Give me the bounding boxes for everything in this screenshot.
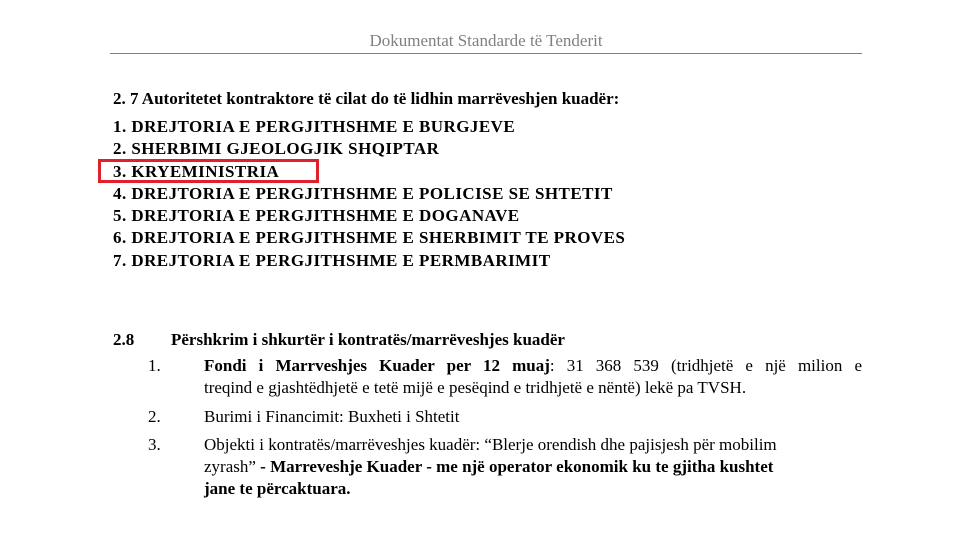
section-2-7-heading: 2. 7 Autoritetet kontraktore të cilat do të lidhin marrëveshjen kuadër:	[113, 89, 620, 108]
contract-object-line-2-bold: - Marreveshje Kuader - me një operator ekonomik ku te gjitha kushtet	[255, 457, 774, 476]
description-item-number: 3.	[148, 435, 161, 454]
authority-item-7: 7. DREJTORIA E PERGJITHSHME E PERMBARIMIT	[113, 250, 551, 270]
authority-item-1: 1. DREJTORIA E PERGJITHSHME E BURGJEVE	[113, 117, 516, 136]
fund-amount-words: treqind e gjashtëdhjetë e tetë mijë e pesëqind e tridhjetë e nëntë) lekë pa TVSH.	[204, 378, 747, 397]
fund-label: Fondi i Marrveshjes Kuader per 12 muaj	[204, 356, 550, 375]
authority-item-4: 4. DREJTORIA E PERGJITHSHME E POLICISE SE SHTETIT	[113, 183, 613, 203]
authority-item-3: 3. KRYEMINISTRIA	[113, 161, 280, 181]
authority-item-5: 5. DREJTORIA E PERGJITHSHME E DOGANAVE	[113, 206, 520, 226]
section-2-8-number: 2.8	[113, 330, 135, 349]
description-item-text	[204, 355, 862, 399]
header-divider	[110, 53, 862, 54]
authority-item-6: 6. DREJTORIA E PERGJITHSHME E SHERBIMIT TE PROVES	[113, 228, 626, 248]
description-item-number: 2.	[148, 407, 161, 426]
contract-object-line-3: jane te përcaktuara.	[204, 479, 351, 498]
fund-amount: : 31 368 539 (tridhjetë e një milion e	[549, 356, 862, 375]
description-item-text	[204, 406, 862, 428]
contracting-authorities-list	[113, 117, 625, 273]
funding-source: Burimi i Financimit: Buxheti i Shtetit	[204, 407, 460, 426]
document-header-title: Dokumentat Standarde të Tenderit	[369, 31, 603, 50]
contract-object-line-1: Objekti i kontratës/marrëveshjes kuadër: “Blerje orendish dhe pajisjesh për mobilim	[204, 435, 777, 454]
section-2-8-title: Përshkrim i shkurtër i kontratës/marrëveshjes kuadër	[171, 330, 565, 349]
description-line	[204, 456, 862, 478]
highlight-annotation-box	[98, 159, 319, 183]
description-item-text	[204, 434, 862, 500]
description-item-number: 1.	[148, 356, 161, 375]
authority-item-2: 2. SHERBIMI GJEOLOGJIK SHQIPTAR	[113, 139, 440, 159]
description-line	[204, 355, 862, 377]
contract-object-line-2: zyrash”	[204, 457, 256, 476]
